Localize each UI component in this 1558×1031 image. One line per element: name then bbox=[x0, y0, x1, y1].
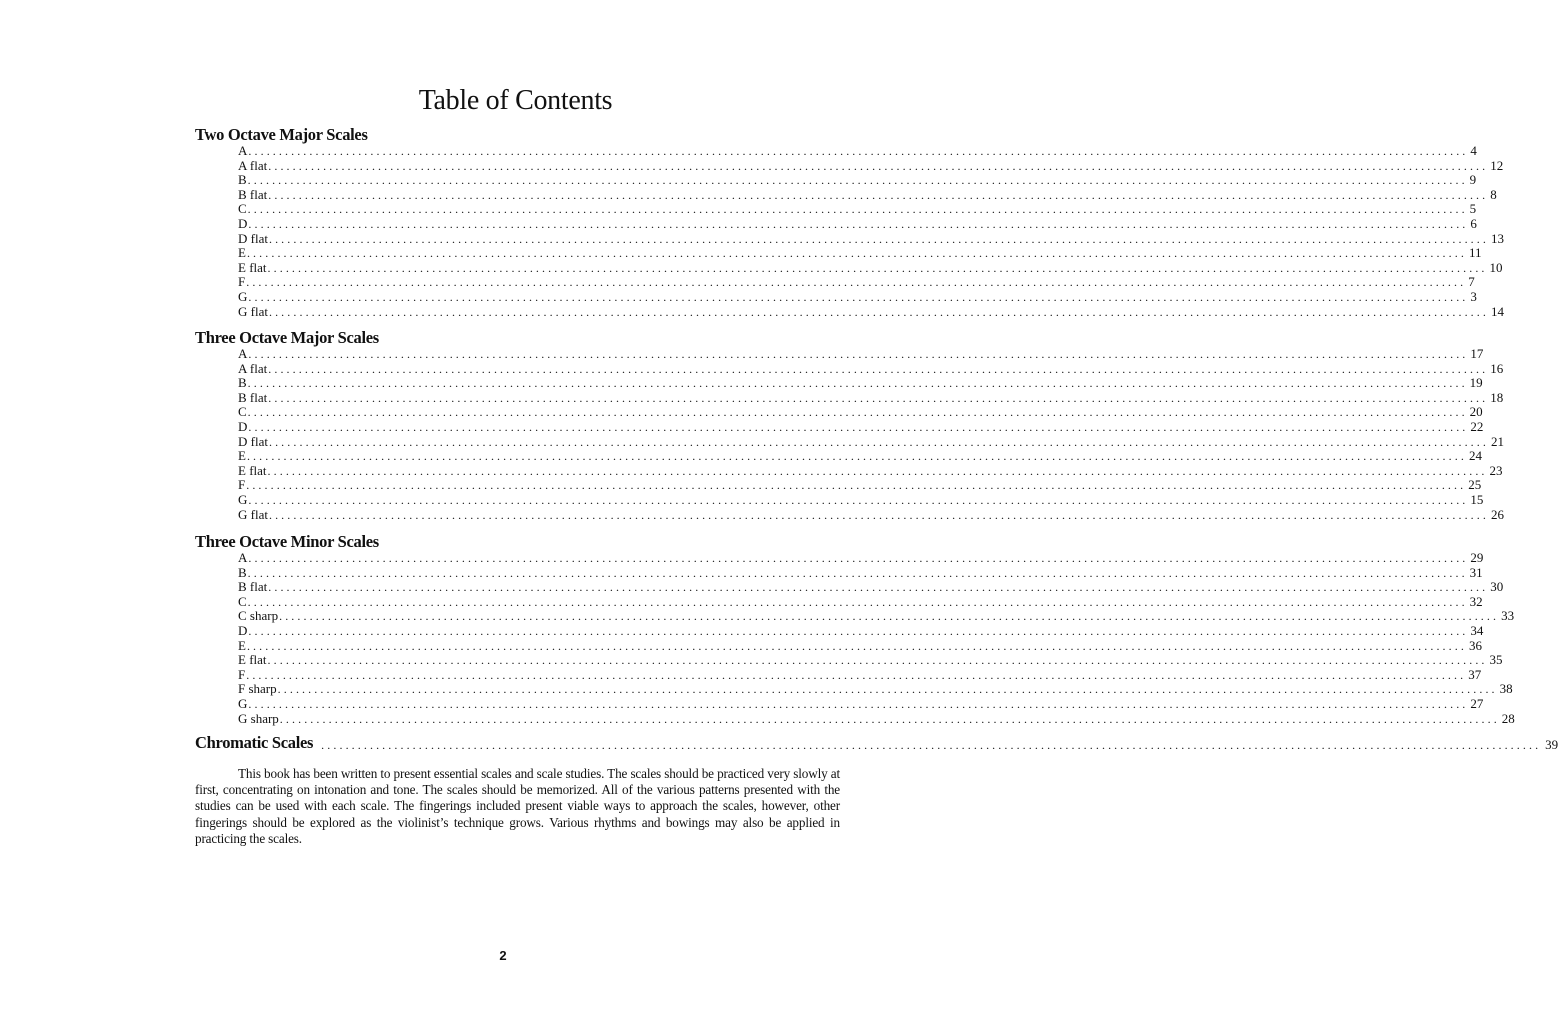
toc-entry bbox=[238, 622, 1484, 639]
toc-entry-page: 21 bbox=[1490, 433, 1504, 449]
toc-entry-label: C bbox=[238, 201, 247, 217]
dot-leader: ........................................................................................................................................................................................................ bbox=[248, 623, 1469, 638]
toc-entry bbox=[238, 637, 1482, 654]
dot-leader: ........................................................................................................................................................................................................ bbox=[268, 434, 1489, 449]
toc-entry-label: G flat bbox=[238, 303, 268, 319]
dot-leader: ........................................................................................................................................................................................................ bbox=[248, 289, 1469, 304]
toc-entry-label: C bbox=[238, 404, 247, 420]
toc-entry-page: 12 bbox=[1490, 157, 1504, 173]
toc-entry-label: D bbox=[238, 622, 248, 638]
dot-leader: ........................................................................................................................................................................................................ bbox=[248, 419, 1469, 434]
toc-entry-page: 39 bbox=[1545, 737, 1558, 752]
toc-entry-page: 3 bbox=[1470, 288, 1477, 304]
toc-entry-label: E bbox=[238, 448, 246, 464]
toc-entry-label: F sharp bbox=[238, 681, 277, 697]
toc-entry-page: 38 bbox=[1499, 681, 1513, 697]
toc-entry-label: E bbox=[238, 245, 246, 261]
dot-leader: ........................................................................................................................................................................................................ bbox=[247, 173, 1468, 188]
dot-leader: ........................................................................................................................................................................................................ bbox=[246, 449, 1467, 464]
dot-leader: ........................................................................................................................................................................................................ bbox=[268, 158, 1489, 173]
toc-list-three-octave-major bbox=[238, 346, 1504, 522]
toc-entry bbox=[238, 230, 1504, 247]
toc-entry-label: A flat bbox=[238, 157, 268, 173]
toc-entry-page: 9 bbox=[1469, 172, 1477, 188]
toc-entry bbox=[238, 404, 1483, 420]
toc-entry-page: 31 bbox=[1469, 564, 1483, 580]
toc-entry-page: 37 bbox=[1468, 666, 1482, 682]
toc-entry-page: 10 bbox=[1489, 259, 1503, 275]
toc-entry bbox=[238, 215, 1477, 232]
page-title: Table of Contents bbox=[418, 85, 613, 116]
toc-entry-page: 14 bbox=[1490, 303, 1504, 319]
toc-entry-page: 7 bbox=[1468, 274, 1475, 290]
dot-leader: ........................................................................................................................................................................................................ bbox=[279, 711, 1500, 726]
toc-entry-label: G bbox=[238, 695, 248, 711]
toc-entry bbox=[238, 303, 1504, 320]
toc-entry bbox=[238, 375, 1483, 391]
toc-entry-label: B flat bbox=[238, 579, 268, 595]
section-heading-three-octave-minor: Three Octave Minor Scales bbox=[195, 532, 379, 551]
dot-leader: ........................................................................................................................................................................................................ bbox=[267, 463, 1488, 478]
dot-leader: ........................................................................................................................................................................................................ bbox=[268, 304, 1489, 319]
toc-entry-label: F bbox=[238, 274, 246, 290]
toc-entry-page: 4 bbox=[1470, 143, 1477, 158]
dot-leader: ........................................................................................................................................................................................................ bbox=[267, 653, 1488, 668]
dot-leader: ........................................................................................................................................................................................................ bbox=[268, 231, 1489, 246]
toc-entry bbox=[238, 346, 1484, 362]
toc-list-two-octave-major bbox=[238, 143, 1504, 319]
toc-entry-page: 23 bbox=[1489, 462, 1503, 478]
toc-entry-page: 18 bbox=[1490, 389, 1504, 405]
toc-entry-page: 20 bbox=[1469, 404, 1483, 420]
dot-leader: ........................................................................................................................................................................................................ bbox=[246, 246, 1467, 261]
dot-leader: ........................................................................................................................................................................................................ bbox=[268, 390, 1489, 405]
toc-entry-label: C bbox=[238, 593, 247, 609]
toc-entry-page: 24 bbox=[1468, 448, 1482, 464]
toc-entry bbox=[238, 608, 1515, 624]
toc-entry-label: G bbox=[238, 491, 248, 507]
toc-entry-page: 19 bbox=[1469, 375, 1483, 391]
toc-entry-label: Chromatic Scales bbox=[195, 733, 314, 752]
toc-entry-page: 34 bbox=[1470, 622, 1484, 638]
toc-entry-label: G sharp bbox=[238, 710, 279, 726]
toc-entry-label: B bbox=[238, 564, 247, 580]
toc-entry bbox=[238, 143, 1477, 159]
dot-leader: ........................................................................................................................................................................................................ bbox=[247, 376, 1468, 391]
toc-entry-label: D bbox=[238, 418, 248, 434]
dot-leader: ........................................................................................................................................................................................................ bbox=[247, 565, 1468, 580]
dot-leader: ........................................................................................................................................................................................................ bbox=[277, 682, 1498, 697]
toc-entry bbox=[238, 274, 1475, 290]
toc-entry-label: C sharp bbox=[238, 608, 279, 624]
toc-entry bbox=[238, 666, 1482, 683]
toc-entry-page: 5 bbox=[1469, 201, 1477, 217]
dot-leader: ........................................................................................................................................................................................................ bbox=[248, 144, 1469, 158]
toc-entry-page: 36 bbox=[1468, 637, 1482, 653]
dot-leader: ........................................................................................................................................................................................................ bbox=[247, 594, 1468, 609]
toc-entry bbox=[238, 491, 1484, 508]
toc-entry bbox=[238, 157, 1504, 174]
dot-leader: ........................................................................................................................................................................................................ bbox=[321, 738, 1542, 752]
toc-entry-label: F bbox=[238, 666, 246, 682]
toc-entry-label: G bbox=[238, 288, 248, 304]
section-heading-two-octave-major: Two Octave Major Scales bbox=[195, 125, 368, 144]
toc-entry bbox=[238, 550, 1484, 566]
toc-entry-page: 13 bbox=[1490, 230, 1504, 246]
toc-entry-label: B bbox=[238, 172, 247, 188]
toc-entry bbox=[238, 564, 1483, 581]
dot-leader: ........................................................................................................................................................................................................ bbox=[248, 492, 1469, 507]
toc-entry bbox=[238, 448, 1482, 464]
toc-entry-label: D flat bbox=[238, 433, 268, 449]
toc-entry bbox=[238, 288, 1477, 305]
toc-entry-page: 35 bbox=[1489, 652, 1503, 668]
toc-entry-label: A bbox=[238, 550, 248, 565]
toc-entry-page: 30 bbox=[1490, 579, 1504, 595]
toc-entry bbox=[238, 710, 1515, 727]
toc-entry bbox=[238, 695, 1484, 712]
toc-entry bbox=[238, 433, 1504, 450]
dot-leader: ........................................................................................................................................................................................................ bbox=[246, 275, 1467, 290]
dot-leader: ........................................................................................................................................................................................................ bbox=[247, 202, 1468, 217]
toc-entry bbox=[238, 579, 1504, 595]
toc-entry-label: G flat bbox=[238, 506, 268, 522]
toc-entry bbox=[238, 245, 1482, 261]
dot-leader: ........................................................................................................................................................................................................ bbox=[268, 187, 1489, 202]
toc-entry bbox=[238, 172, 1477, 188]
toc-entry-label: A bbox=[238, 346, 248, 361]
page-number: 2 bbox=[499, 948, 507, 963]
toc-entry-label: A bbox=[238, 143, 248, 158]
dot-leader: ........................................................................................................................................................................................................ bbox=[268, 361, 1489, 376]
toc-entry-page: 15 bbox=[1470, 491, 1484, 507]
toc-entry bbox=[238, 201, 1477, 217]
toc-entry-page: 11 bbox=[1468, 245, 1482, 261]
toc-entry-page: 33 bbox=[1501, 608, 1515, 624]
toc-entry-label: E flat bbox=[238, 652, 267, 668]
toc-entry-label: B flat bbox=[238, 389, 268, 405]
toc-entry-page: 26 bbox=[1490, 506, 1504, 522]
toc-entry-label: B bbox=[238, 375, 247, 391]
dot-leader: ........................................................................................................................................................................................................ bbox=[248, 347, 1469, 361]
toc-entry-label: D bbox=[238, 215, 248, 231]
toc-entry-label: F bbox=[238, 477, 246, 493]
dot-leader: ........................................................................................................................................................................................................ bbox=[248, 696, 1469, 711]
toc-entry-page: 27 bbox=[1470, 695, 1484, 711]
toc-entry-page: 29 bbox=[1470, 550, 1484, 565]
toc-entry bbox=[238, 462, 1503, 479]
dot-leader: ........................................................................................................................................................................................................ bbox=[246, 667, 1467, 682]
toc-entry-page: 28 bbox=[1501, 710, 1515, 726]
toc-entry-page: 32 bbox=[1469, 593, 1483, 609]
toc-entry-label: E bbox=[238, 637, 246, 653]
toc-entry bbox=[238, 506, 1504, 523]
toc-entry-page: 16 bbox=[1490, 360, 1504, 376]
toc-entry bbox=[238, 389, 1504, 406]
toc-entry bbox=[238, 593, 1483, 610]
dot-leader: ........................................................................................................................................................................................................ bbox=[248, 216, 1469, 231]
dot-leader: ........................................................................................................................................................................................................ bbox=[268, 580, 1489, 595]
toc-list-three-octave-minor bbox=[238, 550, 1515, 726]
toc-entry bbox=[238, 360, 1504, 377]
dot-leader: ........................................................................................................................................................................................................ bbox=[246, 478, 1467, 493]
toc-entry bbox=[238, 186, 1497, 203]
toc-entry-label: E flat bbox=[238, 462, 267, 478]
toc-entry-page: 6 bbox=[1470, 215, 1477, 231]
dot-leader: ........................................................................................................................................................................................................ bbox=[279, 609, 1500, 624]
toc-entry bbox=[238, 681, 1513, 697]
toc-entry bbox=[238, 418, 1484, 435]
dot-leader: ........................................................................................................................................................................................................ bbox=[267, 260, 1488, 275]
dot-leader: ........................................................................................................................................................................................................ bbox=[248, 551, 1469, 565]
dot-leader: ........................................................................................................................................................................................................ bbox=[247, 405, 1468, 420]
toc-entry-label: A flat bbox=[238, 360, 268, 376]
toc-entry-label: E flat bbox=[238, 259, 267, 275]
toc-entry-label: B flat bbox=[238, 186, 268, 202]
intro-paragraph: This book has been written to present essential scales and scale studies. The scales should be practiced very slowly at first, concentrating on intonation and tone. The scales should be memorized. All of the various patterns presented with the studies can be used with each scale. The fingerings included present viable ways to approach the scales, however, other fingerings should be explored as the violinist’s technique grows. Various rhythms and bowings may also be applied in practicing the scales. bbox=[195, 766, 840, 846]
toc-entry-label: D flat bbox=[238, 230, 268, 246]
section-heading-three-octave-major: Three Octave Major Scales bbox=[195, 328, 379, 347]
toc-entry-page: 25 bbox=[1468, 477, 1482, 493]
toc-entry-page: 22 bbox=[1470, 418, 1484, 434]
toc-entry bbox=[238, 259, 1503, 276]
toc-entry bbox=[238, 477, 1482, 493]
toc-entry-chromatic-scales bbox=[195, 733, 1558, 753]
toc-entry bbox=[238, 652, 1503, 668]
dot-leader: ........................................................................................................................................................................................................ bbox=[246, 638, 1467, 653]
dot-leader: ........................................................................................................................................................................................................ bbox=[268, 507, 1489, 522]
toc-entry-page: 17 bbox=[1470, 346, 1484, 361]
toc-entry-page: 8 bbox=[1490, 186, 1497, 202]
